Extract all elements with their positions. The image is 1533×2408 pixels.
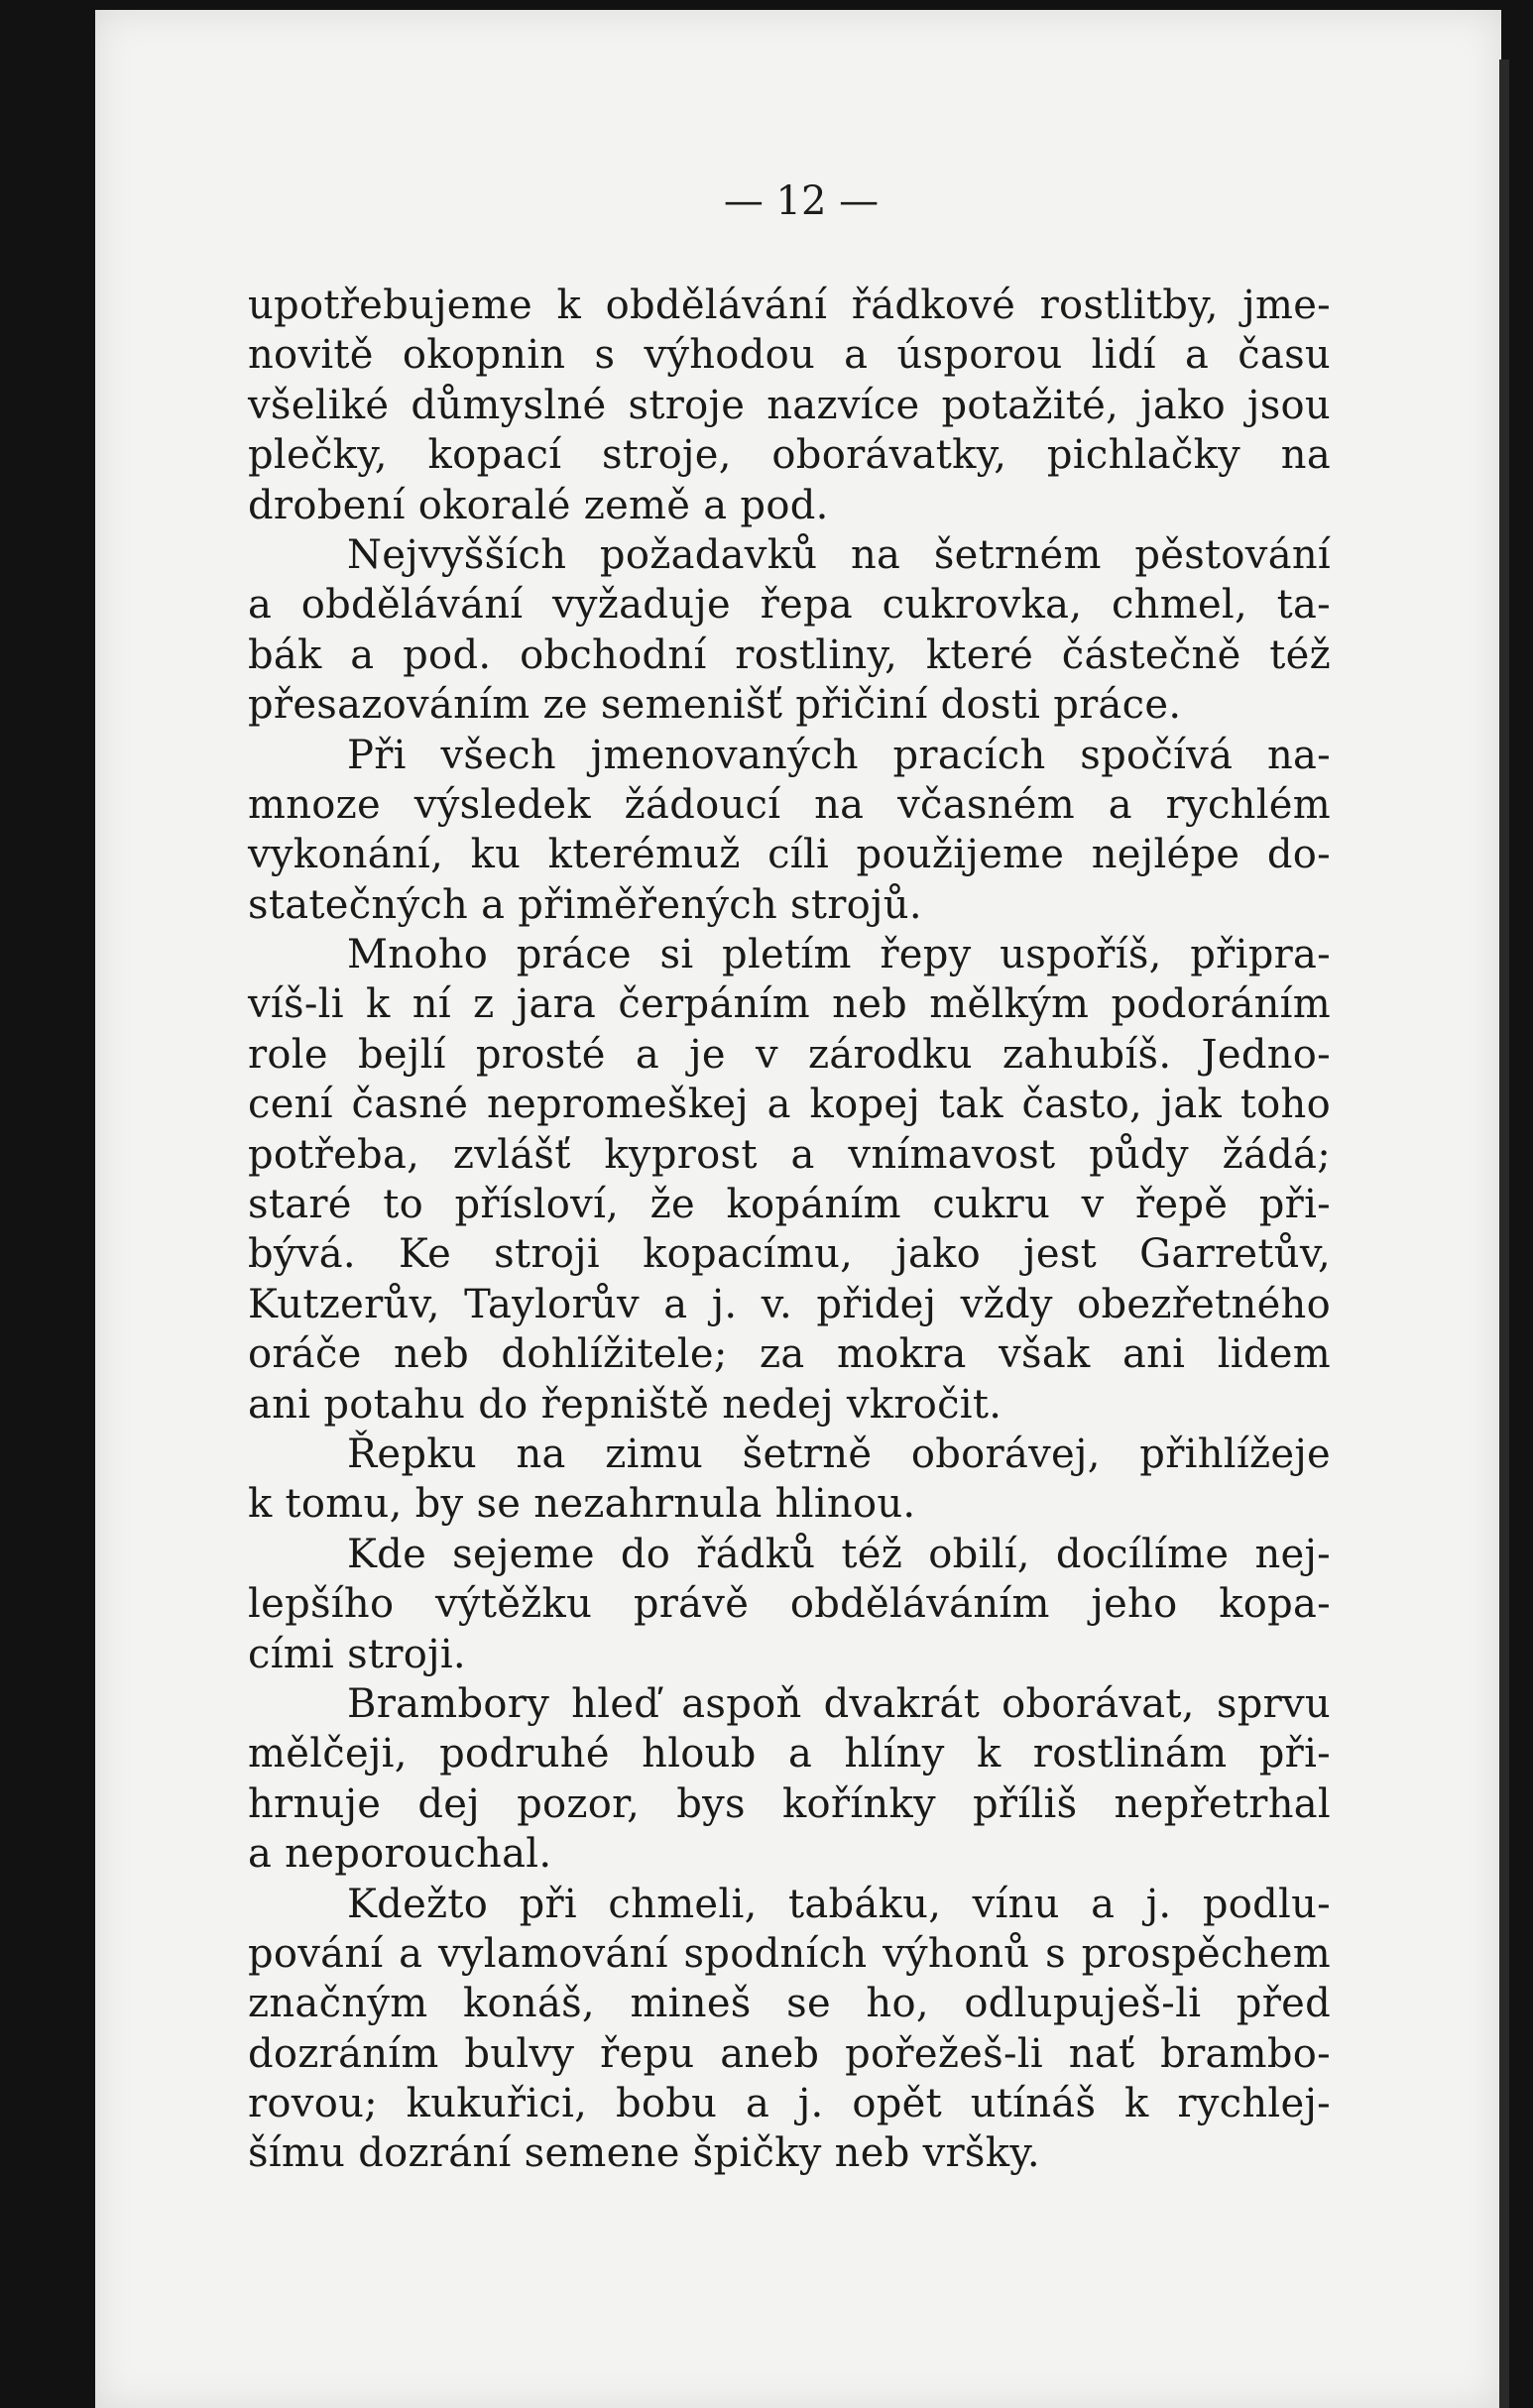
text-line: ani potahu do řepniště nedej vkročit.: [248, 1381, 1002, 1428]
text-line: a neporouchal.: [248, 1831, 552, 1878]
text-line: bývá. Ke stroji kopacímu, jako jest Garretův,: [248, 1231, 1331, 1278]
text-line: přesazováním ze semenišť přičiní dosti práce.: [248, 682, 1182, 729]
text-line: Řepku na zimu šetrně oborávej, přihlížeje: [347, 1431, 1331, 1477]
text-line: dozráním bulvy řepu aneb pořežeš-li nať brambo-: [248, 2030, 1331, 2077]
text-line: lepšího výtěžku právě obděláváním jeho kopa-: [248, 1581, 1331, 1628]
text-line: novitě okopnin s výhodou a úsporou lidí a času: [248, 332, 1331, 379]
text-line: statečných a přiměřených strojů.: [248, 881, 922, 928]
text-line: Nejvyšších požadavků na šetrném pěstování: [347, 531, 1331, 578]
text-line: mnoze výsledek žádoucí na včasném a rychlém: [248, 781, 1331, 828]
text-line: drobení okoralé země a pod.: [248, 482, 829, 528]
text-line: cení časné nepromeškej a kopej tak často, jak toho: [248, 1082, 1331, 1128]
text-line: k tomu, by se nezahrnula hlinou.: [248, 1481, 916, 1528]
text-line: cími stroji.: [248, 1631, 466, 1677]
page-number: — 12 —: [723, 178, 880, 224]
text-line: Kdežto při chmeli, tabáku, vínu a j. podlu-: [347, 1881, 1331, 1927]
text-line: všeliké důmyslné stroje nazvíce potažité, jako jsou: [248, 382, 1331, 428]
text-line: a obdělávání vyžaduje řepa cukrovka, chmel, ta-: [248, 582, 1331, 629]
text-line: mělčeji, podruhé hloub a hlíny k rostlinám při-: [248, 1731, 1331, 1777]
text-line: Mnoho práce si pletím řepy uspoříš, připra-: [347, 932, 1331, 978]
text-line: plečky, kopací stroje, oborávatky, pichlačky na: [248, 432, 1331, 479]
text-line: upotřebujeme k obdělávání řádkové rostlitby, jme-: [248, 283, 1331, 328]
binding-edge: [1499, 59, 1509, 2408]
text-line: Brambory hleď aspoň dvakrát oborávat, sprvu: [347, 1680, 1331, 1727]
text-line: šímu dozrání semene špičky neb vršky.: [248, 2130, 1040, 2177]
text-line: rovou; kukuřici, bobu a j. opět utínáš k rychlej-: [248, 2081, 1331, 2127]
text-line: hrnuje dej pozor, bys kořínky příliš nepřetrhal: [248, 1780, 1331, 1827]
text-line: Kde sejeme do řádků též obilí, docílíme nej-: [347, 1531, 1331, 1577]
text-line: bák a pod. obchodní rostliny, které částečně též: [248, 631, 1331, 678]
text-line: víš-li k ní z jara čerpáním neb mělkým podoráním: [248, 981, 1331, 1028]
text-line: značným konáš, mineš se ho, odlupuješ-li před: [248, 1981, 1331, 2027]
text-line: pování a vylamování spodních výhonů s prospěchem: [248, 1930, 1331, 1977]
text-line: vykonání, ku kterémuž cíli použijeme nejlépe do-: [248, 832, 1331, 878]
text-line: Při všech jmenovaných pracích spočívá na-: [347, 732, 1331, 778]
text-line: oráče neb dohlížitele; za mokra však ani lidem: [248, 1331, 1331, 1378]
text-line: potřeba, zvlášť kyprost a vnímavost půdy žádá;: [248, 1131, 1331, 1178]
text-line: role bejlí prosté a je v zárodku zahubíš. Jedno-: [248, 1031, 1331, 1078]
body-text: [248, 281, 1331, 2179]
text-line: staré to přísloví, že kopáním cukru v řepě při-: [248, 1182, 1331, 1228]
text-line: Kutzerův, Taylorův a j. v. přidej vždy obezřetného: [248, 1281, 1331, 1327]
